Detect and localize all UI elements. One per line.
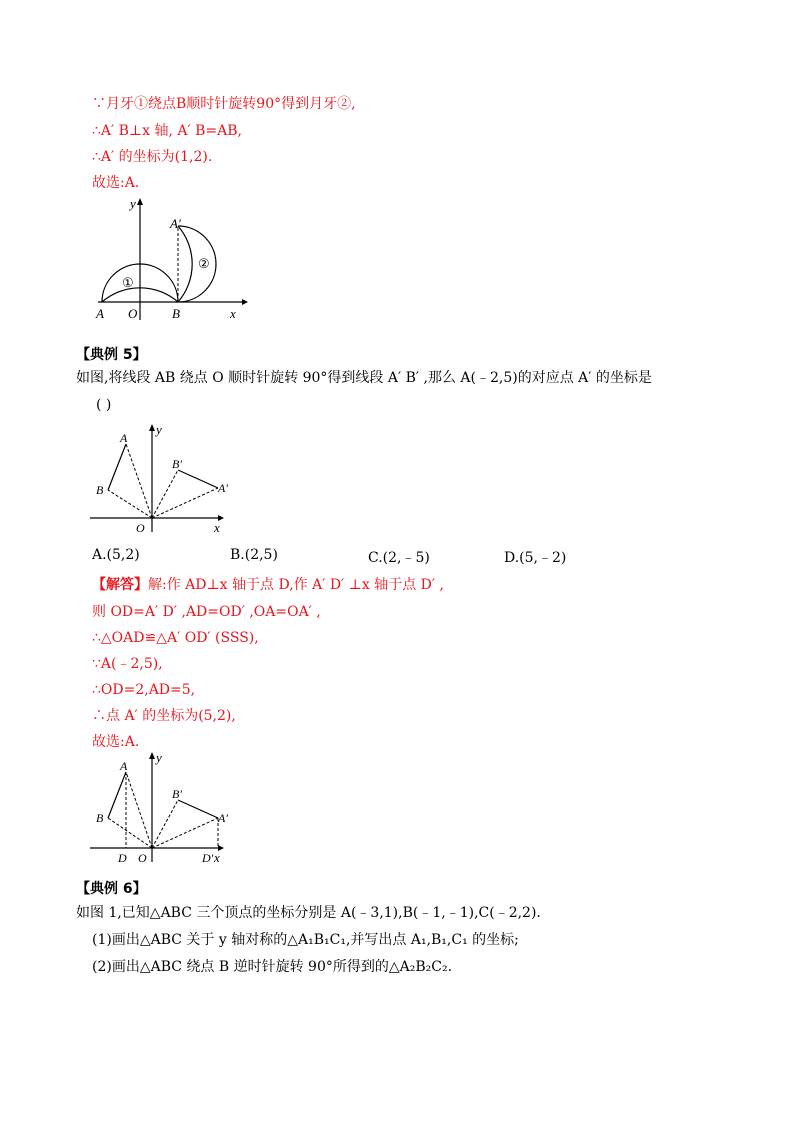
solution-line: ∵A(﹣2,5), — [92, 656, 163, 672]
x-axis-label: x — [214, 850, 220, 865]
crescent-2-label: ② — [198, 256, 210, 271]
question-text: 如图 1,已知△ABC 三个顶点的坐标分别是 A(﹣3,1),B(﹣1,﹣1),C(﹣2,2). — [76, 905, 541, 921]
solution-line: ∴△OAD≌△A′ OD′ (SSS), — [92, 630, 259, 646]
crescent-figure — [90, 192, 255, 325]
point-label-b-prime: B′ — [172, 787, 182, 801]
point-label-a: A — [120, 759, 128, 773]
point-label-a-prime: A′ — [170, 216, 181, 231]
solution-line: 故选:A. — [92, 175, 140, 191]
solution-figure — [88, 748, 238, 866]
question-part: (2)画出△ABC 绕点 B 逆时针旋转 90°所得到的△A₂B₂C₂. — [92, 959, 453, 975]
point-label-a: A — [96, 306, 104, 321]
point-label-a-prime: A′ — [218, 811, 228, 825]
answer-bracket: ( ) — [96, 397, 112, 413]
point-label-b: B — [96, 483, 104, 497]
point-label-b: B — [172, 306, 180, 321]
option-b: B.(2,5) — [230, 547, 278, 563]
point-label-d: D — [118, 851, 127, 865]
solution-tag: 【解答】 — [92, 577, 148, 593]
point-label-a: A — [120, 431, 128, 445]
solution-line: 故选:A. — [92, 734, 140, 750]
solution-line: ∴A′ 的坐标为(1,2). — [92, 149, 213, 165]
solution-text: 解:作 AD⊥x 轴于点 D,作 A′ D′ ⊥x 轴于点 D′ , — [148, 577, 444, 593]
point-label-a-prime: A′ — [218, 481, 228, 495]
x-axis-label: x — [214, 520, 220, 535]
option-d: D.(5,﹣2) — [504, 550, 567, 566]
point-label-b: B — [96, 811, 104, 825]
solution-line — [92, 575, 444, 595]
point-label-d-prime: D′ — [202, 851, 214, 865]
y-axis-label: y — [156, 750, 162, 765]
point-label-o: O — [128, 306, 138, 321]
example-heading: 【典例 6】 — [76, 881, 147, 897]
solution-line: ∴OD=2,AD=5, — [92, 682, 196, 698]
y-axis-label: y — [130, 196, 136, 211]
y-axis-label: y — [156, 422, 162, 437]
rotation-figure — [88, 420, 238, 535]
question-part: (1)画出△ABC 关于 y 轴对称的△A₁B₁C₁,并写出点 A₁,B₁,C₁ 的坐标; — [92, 932, 519, 948]
question-text: 如图,将线段 AB 绕点 O 顺时针旋转 90°得到线段 A′ B′ ,那么 A(﹣2,5)的对应点 A′ 的坐标是 — [76, 370, 652, 386]
option-a: A.(5,2) — [92, 547, 140, 563]
solution-line: ∴A′ B⊥x 轴, A′ B=AB, — [92, 123, 242, 139]
x-axis-label: x — [230, 306, 236, 321]
solution-line: 则 OD=A′ D′ ,AD=OD′ ,OA=OA′ , — [92, 604, 321, 620]
point-label-b-prime: B′ — [172, 457, 182, 471]
solution-line: ∵月牙①绕点B顺时针旋转90°得到月牙②, — [92, 96, 356, 112]
point-label-o: O — [138, 851, 147, 865]
solution-line: ∴点 A′ 的坐标为(5,2), — [92, 708, 236, 724]
point-label-o: O — [136, 521, 145, 535]
example-heading: 【典例 5】 — [76, 347, 147, 363]
option-c: C.(2,﹣5) — [368, 550, 430, 566]
crescent-1-label: ① — [122, 275, 134, 290]
